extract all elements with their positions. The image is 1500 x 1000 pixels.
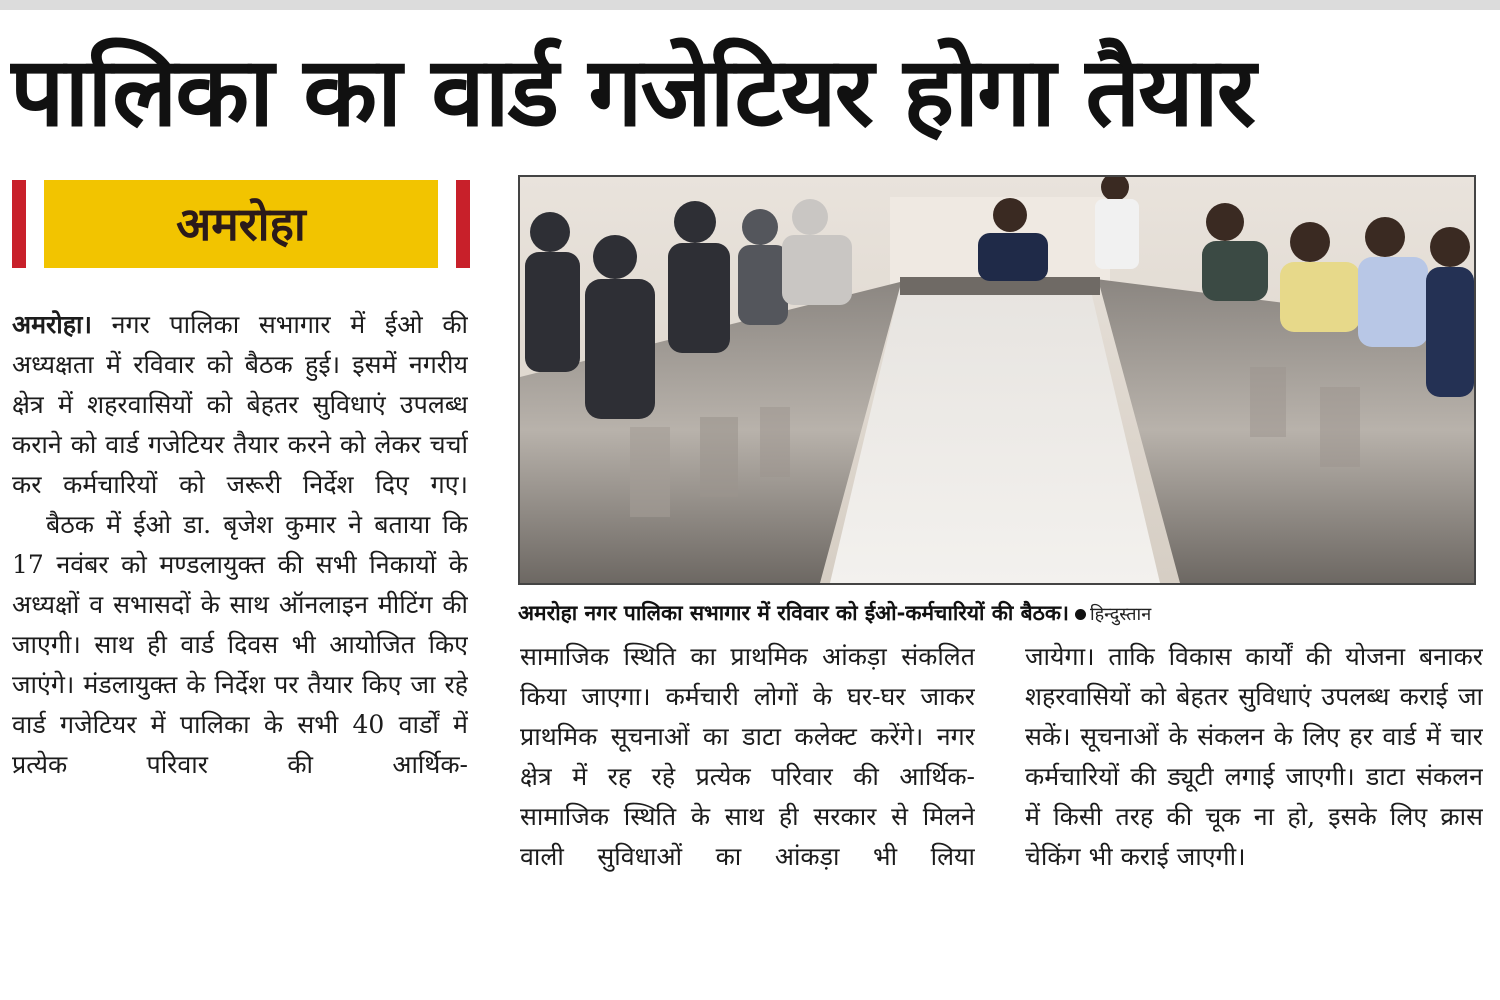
city-tag-right-bar [456,180,470,268]
dateline: अमरोहा। [12,310,92,339]
page-top-band [0,0,1500,10]
credit-bullet-icon [1075,609,1086,620]
article-paragraph-1-text: नगर पालिका सभागार में ईओ की अध्यक्षता में रविवार को बैठक हुई। इसमें नगरीय क्षेत्र में शहरवासियों को बेहतर सुविधाएं उपलब्ध कराने को वार्ड गजेटियर तैयार करने को लेकर चर्चा कर कर्मचारियों को जरूरी निर्देश दिए गए। [12,310,468,499]
article-column-2-text: सामाजिक स्थिति का प्राथमिक आंकड़ा संकलित किया जाएगा। कर्मचारी लोगों के घर-घर जाकर प्राथमिक सूचनाओं का डाटा कलेक्ट करेंगे। नगर क्षेत्र में रह रहे प्रत्येक परिवार की आर्थिक-सामाजिक स्थिति के साथ ही सरकार से मिलने वाली सुविधाओं का आंकड़ा भी लिया [520,642,975,871]
article-column-1 [12,305,468,975]
city-tag-label: अमरोहा [44,180,438,268]
article-paragraph-1 [12,305,468,505]
photo-credit: हिन्दुस्तान [1089,604,1152,625]
headline: पालिका का वार्ड गजेटियर होगा तैयार [10,36,1254,148]
article-column-3-text: जायेगा। ताकि विकास कार्यों की योजना बनाकर शहरवासियों को बेहतर सुविधाएं उपलब्ध कराई जा सकें। सूचनाओं के संकलन के लिए हर वार्ड में चार कर्मचारियों की ड्यूटी लगाई जाएगी। डाटा संकलन में किसी तरह की चूक ना हो, इसके लिए क्रास चेकिंग भी कराई जाएगी। [1025,642,1483,871]
news-photo [518,175,1476,585]
photo-caption [518,596,1480,630]
article-column-2 [520,637,975,977]
article-paragraph-2: बैठक में ईओ डा. बृजेश कुमार ने बताया कि 17 नवंबर को मण्डलायुक्त की सभी निकायों के अध्यक्षों व सभासदों के साथ ऑनलाइन मीटिंग की जाएगी। साथ ही वार्ड दिवस भी आयोजित किए जाएंगे। मंडलायुक्त के निर्देश पर तैयार किए जा रहे वार्ड गजेटियर में पालिका के सभी 40 वार्डों में प्रत्येक परिवार की आर्थिक- [12,510,468,779]
article-column-3 [1025,637,1483,977]
meeting-room-photo-illustration [520,177,1474,583]
photo-caption-text: अमरोहा नगर पालिका सभागार में रविवार को ईओ-कर्मचारियों की बैठक। [518,601,1069,625]
city-tag [12,180,470,268]
city-tag-left-bar [12,180,26,268]
